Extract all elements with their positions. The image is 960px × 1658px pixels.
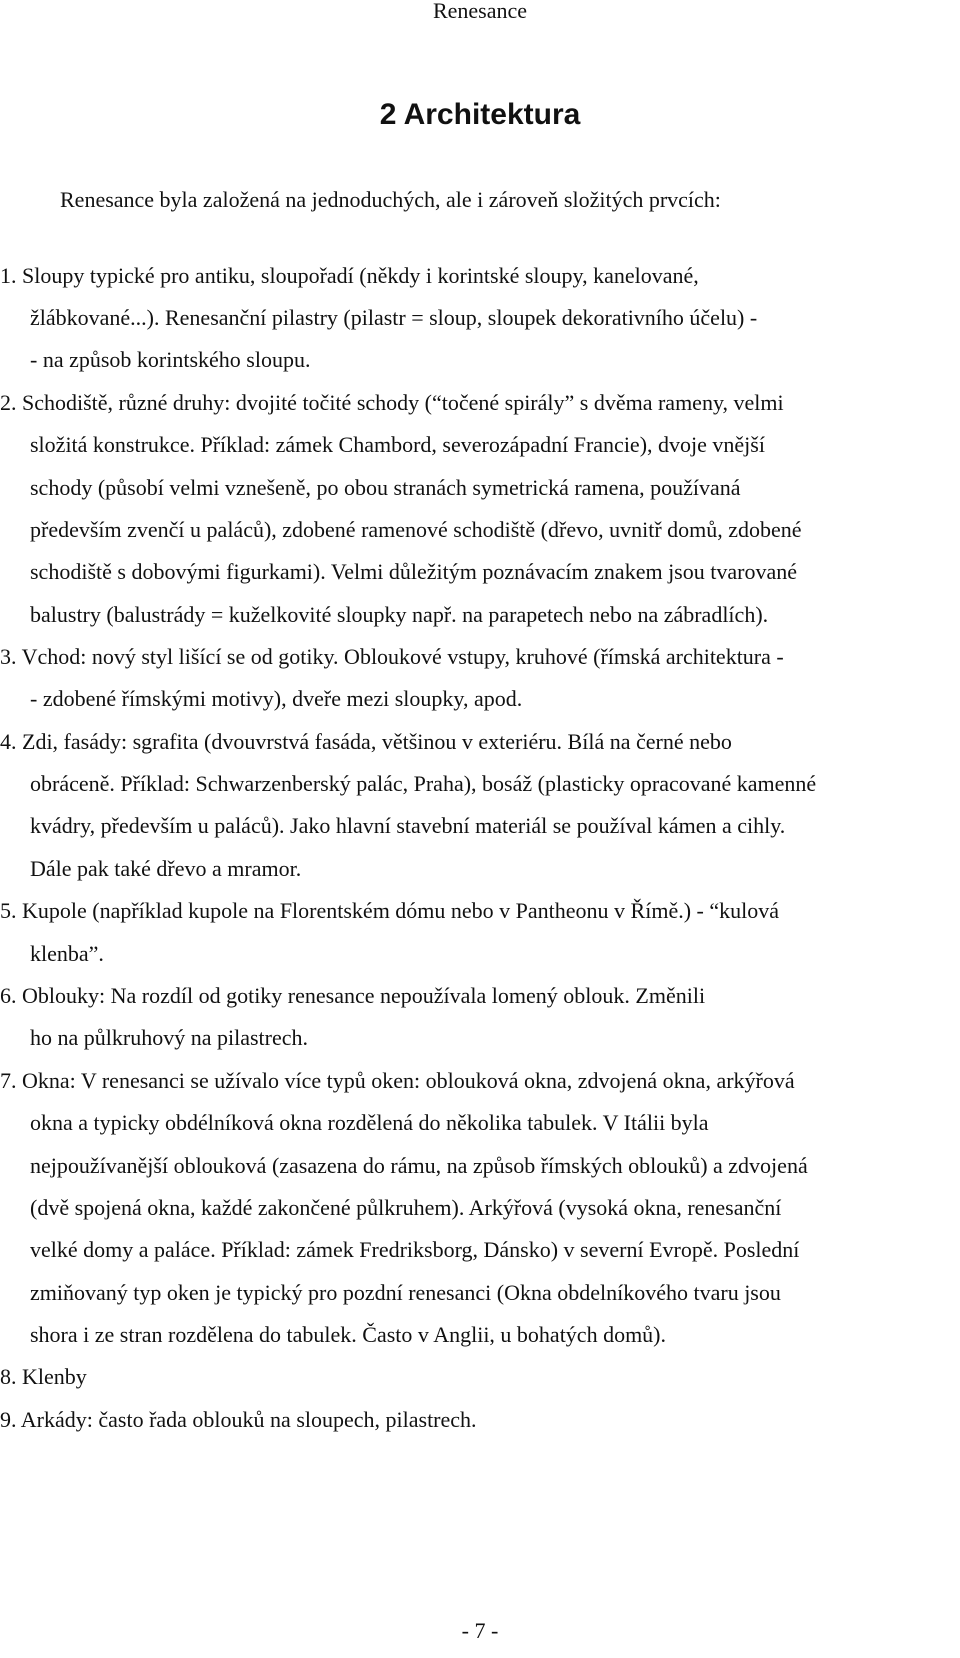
text-line: kvádry, především u paláců). Jako hlavní stavební materiál se používal kámen a cihly. bbox=[30, 813, 786, 838]
text-line: 7. Okna: V renesanci se užívalo více typů oken: oblouková okna, zdvojená okna, arkýřová bbox=[0, 1068, 795, 1093]
text-line: zmiňovaný typ oken je typický pro pozdní renesanci (Okna obdelníkového tvaru jsou bbox=[30, 1280, 781, 1305]
text-line: balustry (balustrády = kuželkovité sloupky např. na parapetech nebo na zábradlích). bbox=[30, 602, 769, 627]
text-line: velké domy a paláce. Příklad: zámek Fredriksborg, Dánsko) v severní Evropě. Poslední bbox=[30, 1237, 800, 1262]
text-line: především zvenčí u paláců), zdobené ramenové schodiště (dřevo, uvnitř domů, zdobené bbox=[30, 517, 802, 542]
text-line: 2. Schodiště, různé druhy: dvojité točité schody (“točené spirály” s dvěma rameny, velmi bbox=[0, 390, 784, 415]
page-number: - 7 - bbox=[461, 1618, 499, 1643]
text-line: obráceně. Příklad: Schwarzenberský palác, Praha), bosáž (plasticky opracované kamenné bbox=[30, 771, 817, 796]
text-line: okna a typicky obdélníková okna rozdělená do několika tabulek. V Itálii byla bbox=[30, 1110, 709, 1135]
text-line: 4. Zdi, fasády: sgrafita (dvouvrstvá fasáda, většinou v exteriéru. Bílá na černé nebo bbox=[0, 729, 732, 754]
running-header: Renesance bbox=[432, 0, 528, 23]
page-title: 2 Architektura bbox=[379, 98, 581, 131]
text-line: klenba”. bbox=[30, 941, 104, 966]
text-line: ho na půlkruhový na pilastrech. bbox=[30, 1025, 308, 1050]
text-line: 1. Sloupy typické pro antiku, sloupořadí (někdy i korintské sloupy, kanelované, bbox=[0, 263, 699, 288]
text-line: - na způsob korintského sloupu. bbox=[30, 347, 311, 372]
text-line: složitá konstrukce. Příklad: zámek Chambord, severozápadní Francie), dvoje vnější bbox=[30, 432, 765, 457]
text-line: 5. Kupole (například kupole na Florentském dómu nebo v Pantheonu v Římě.) - “kulová bbox=[0, 898, 780, 923]
text-line: žlábkované...). Renesanční pilastry (pilastr = sloup, sloupek dekorativního účelu) - bbox=[30, 305, 758, 330]
text-line: 3. Vchod: nový styl lišící se od gotiky. Obloukové vstupy, kruhové (římská architektura - bbox=[0, 644, 784, 669]
text-line: nejpoužívanější oblouková (zasazena do rámu, na způsob římských oblouků) a zdvojená bbox=[30, 1153, 808, 1178]
text-line: (dvě spojená okna, každé zakončené půlkruhem). Arkýřová (vysoká okna, renesanční bbox=[30, 1195, 782, 1220]
text-line: 6. Oblouky: Na rozdíl od gotiky renesance nepoužívala lomený oblouk. Změnili bbox=[0, 983, 706, 1008]
text-line: schody (působí velmi vznešeně, po obou stranách symetrická ramena, používaná bbox=[30, 475, 741, 500]
text-line: shora i ze stran rozdělena do tabulek. Často v Anglii, u bohatých domů). bbox=[30, 1322, 667, 1347]
text-line: Dále pak také dřevo a mramor. bbox=[30, 856, 302, 881]
text-line: - zdobené římskými motivy), dveře mezi sloupky, apod. bbox=[30, 686, 523, 711]
text-line: 8. Klenby bbox=[0, 1364, 87, 1389]
text-line: 9. Arkády: často řada oblouků na sloupech, pilastrech. bbox=[0, 1407, 477, 1432]
text-line: schodiště s dobovými figurkami). Velmi důležitým poznávacím znakem jsou tvarované bbox=[30, 559, 797, 584]
intro-paragraph: Renesance byla založená na jednoduchých, ale i zároveň složitých prvcích: bbox=[60, 187, 721, 212]
